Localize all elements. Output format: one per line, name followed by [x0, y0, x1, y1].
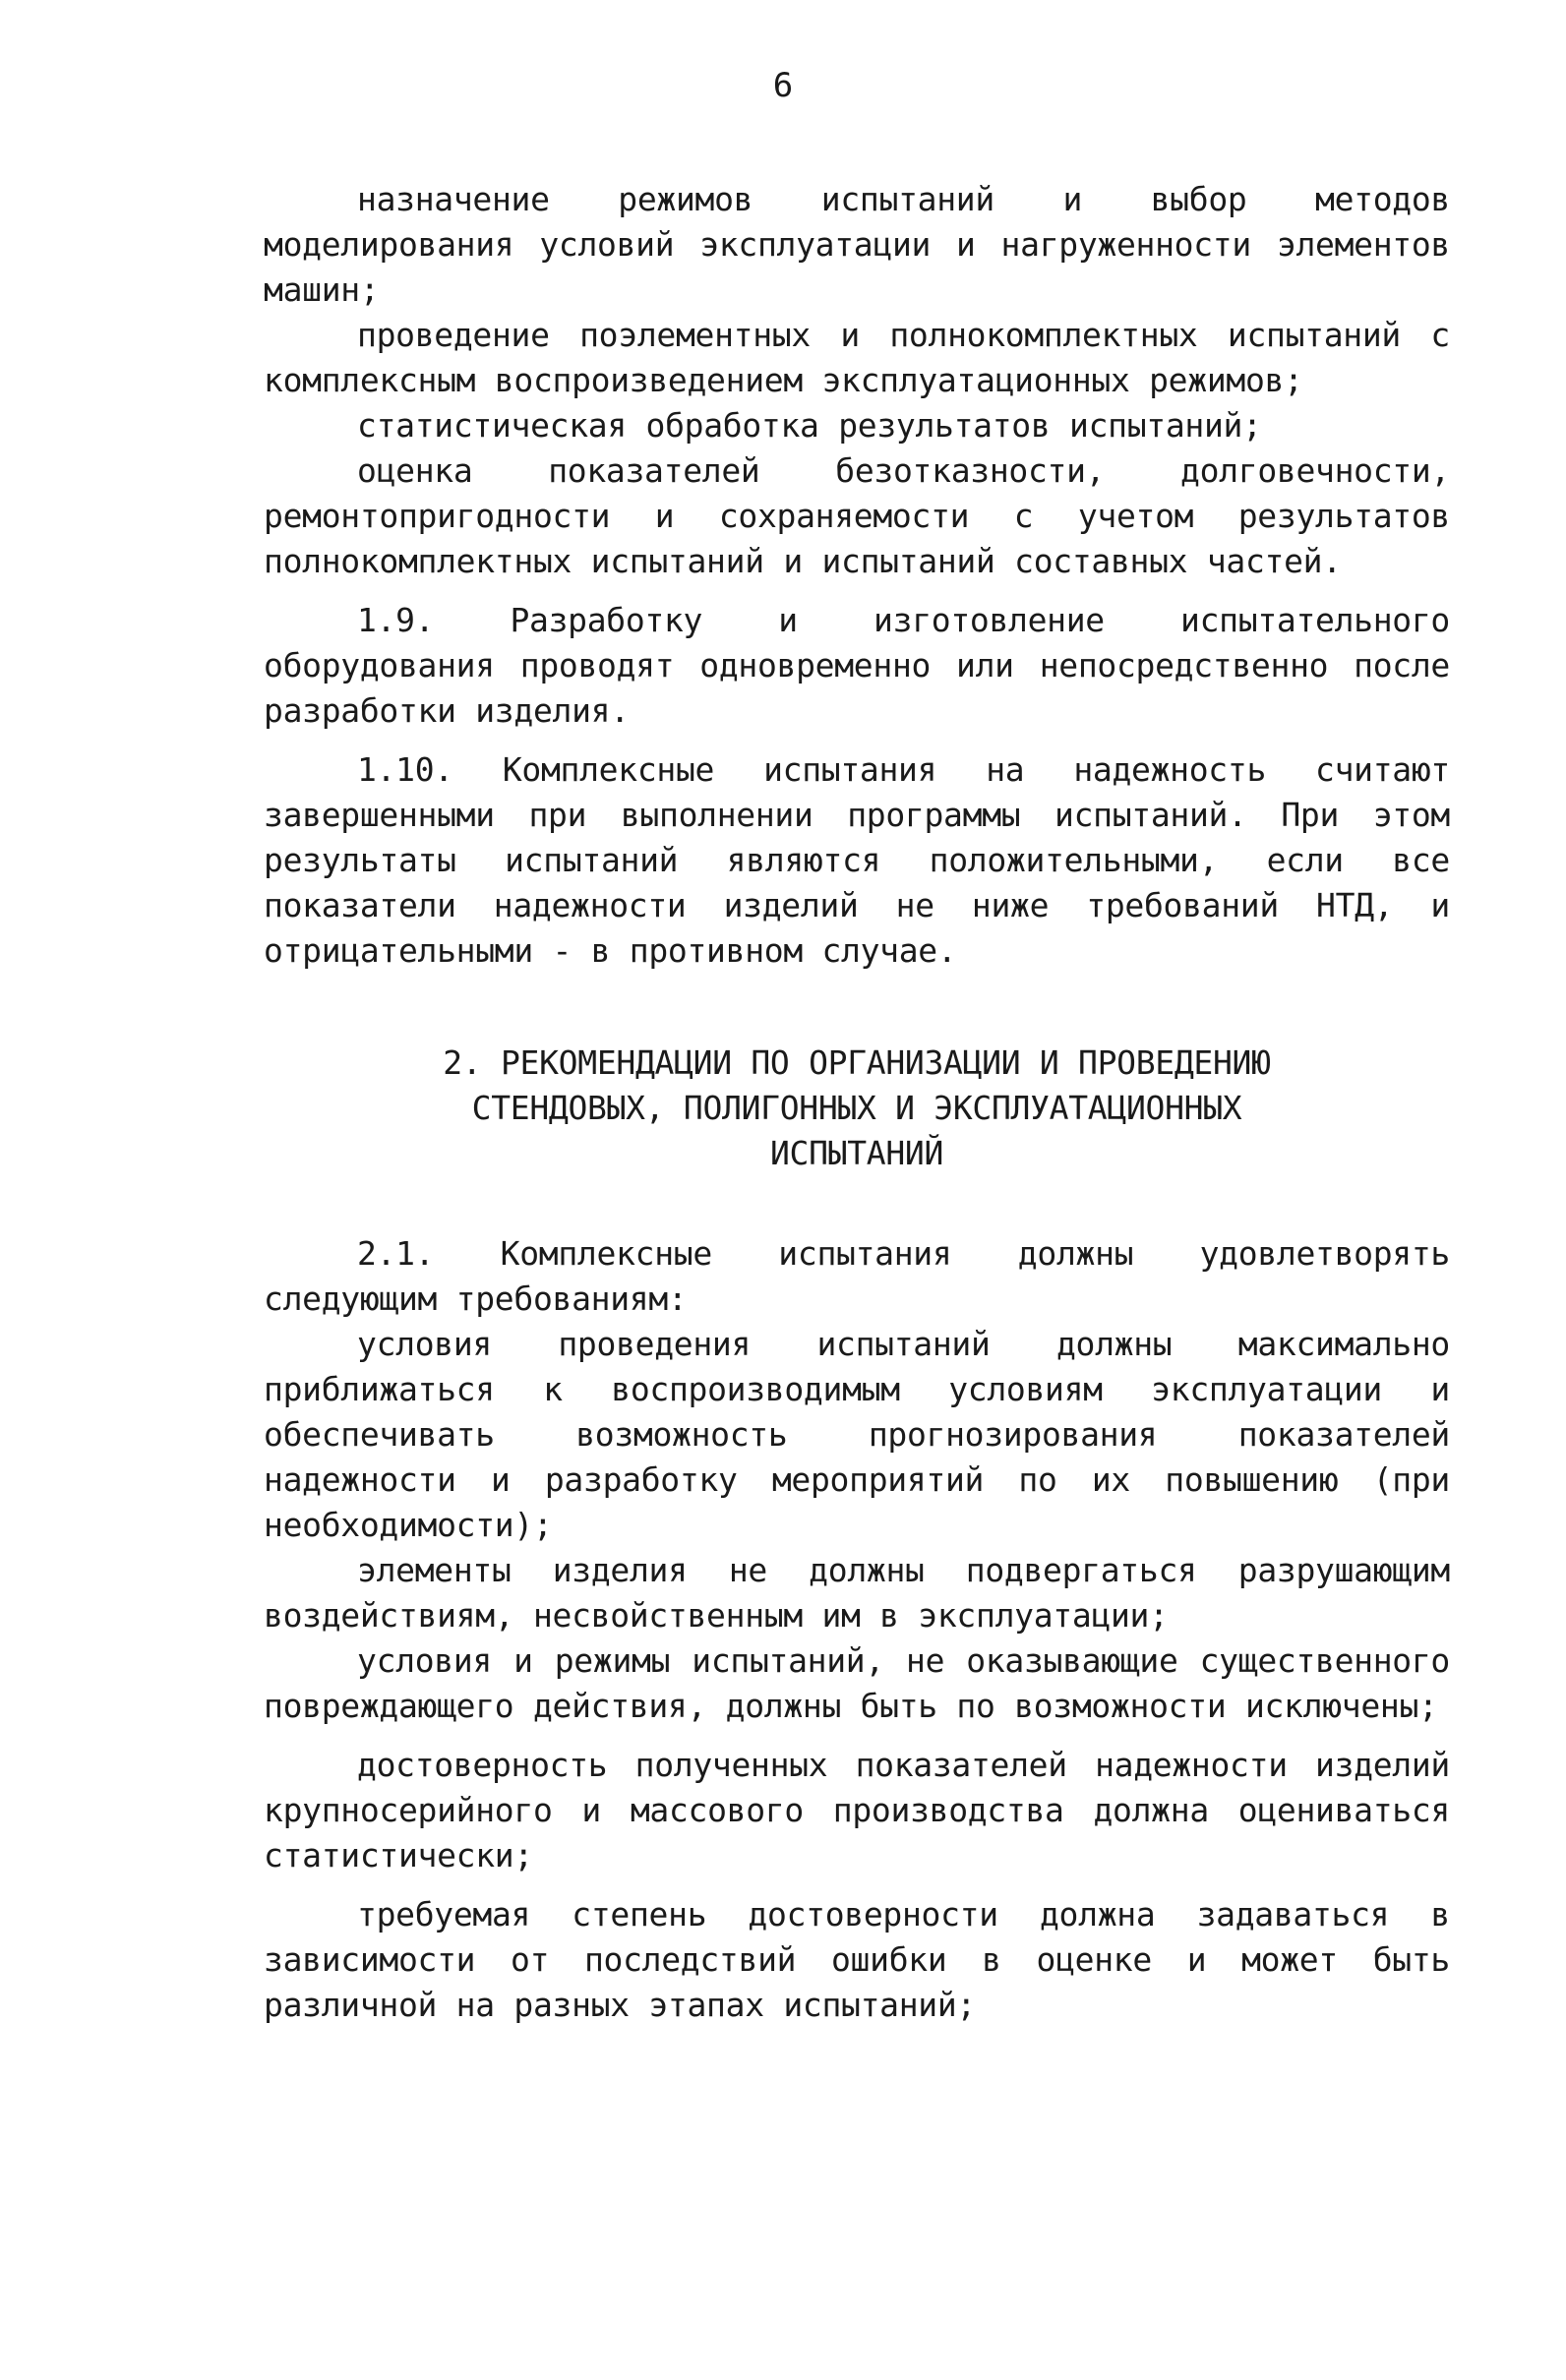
paragraph-conditions: условия проведения испытаний должны максимально приближаться к воспроизводимым условиям эксплуатации и обеспечивать возможность прогнозирования показателей надежности и разработку мероприятий по их повышению (при необходимости); [264, 1325, 1450, 1544]
paragraph-2-1: 2.1. Комплексные испытания должны удовлетворять следующим требованиям: [264, 1234, 1450, 1318]
section-heading-line-1: 2. РЕКОМЕНДАЦИИ ПО ОРГАНИЗАЦИИ И ПРОВЕДЕНИЮ [443, 1043, 1271, 1082]
page-number: 6 [772, 66, 794, 105]
section-heading-line-2: СТЕНДОВЫХ, ПОЛИГОННЫХ И ЭКСПЛУАТАЦИОННЫХ [471, 1089, 1242, 1127]
paragraph-reliability: достоверность полученных показателей надежности изделий крупносерийного и массового производства должна оцениваться статистически; [264, 1746, 1450, 1874]
paragraph-indicators-evaluation: оценка показателей безотказности, долговечности, ремонтопригодности и сохраняемости с учетом результатов полнокомплектных испытаний и испытаний составных частей. [264, 451, 1450, 580]
paragraph-element-tests: проведение поэлементных и полнокомплектных испытаний с комплексным воспроизведением эксплуатационных режимов; [264, 316, 1450, 399]
section-heading [264, 1041, 1450, 1176]
section-heading-line-3: ИСПЫТАНИЙ [769, 1134, 944, 1172]
paragraph-elements: элементы изделия не должны подвергаться разрушающим воздействиям, несвойственным им в эксплуатации; [264, 1551, 1450, 1635]
paragraph-modes: условия и режимы испытаний, не оказывающие существенного повреждающего действия, должны быть по возможности исключены; [264, 1641, 1450, 1725]
paragraph-1-10: 1.10. Комплексные испытания на надежность считают завершенными при выполнении программы испытаний. При этом результаты испытаний являются положительными, если все показатели надежности изделий не ниже требований НТД, и отрицательными - в противном случае. [264, 750, 1450, 970]
paragraph-confidence: требуемая степень достоверности должна задаваться в зависимости от последствий ошибки в оценке и может быть различной на разных этапах испытаний; [264, 1895, 1450, 2024]
paragraph-1-9: 1.9. Разработку и изготовление испытательного оборудования проводят одновременно или непосредственно после разработки изделия. [264, 601, 1450, 730]
page-body [264, 177, 1450, 2028]
paragraph-modes-selection: назначение режимов испытаний и выбор методов моделирования условий эксплуатации и нагруженности элементов машин; [264, 180, 1450, 309]
paragraph-statistical-processing: статистическая обработка результатов испытаний; [357, 406, 1262, 445]
